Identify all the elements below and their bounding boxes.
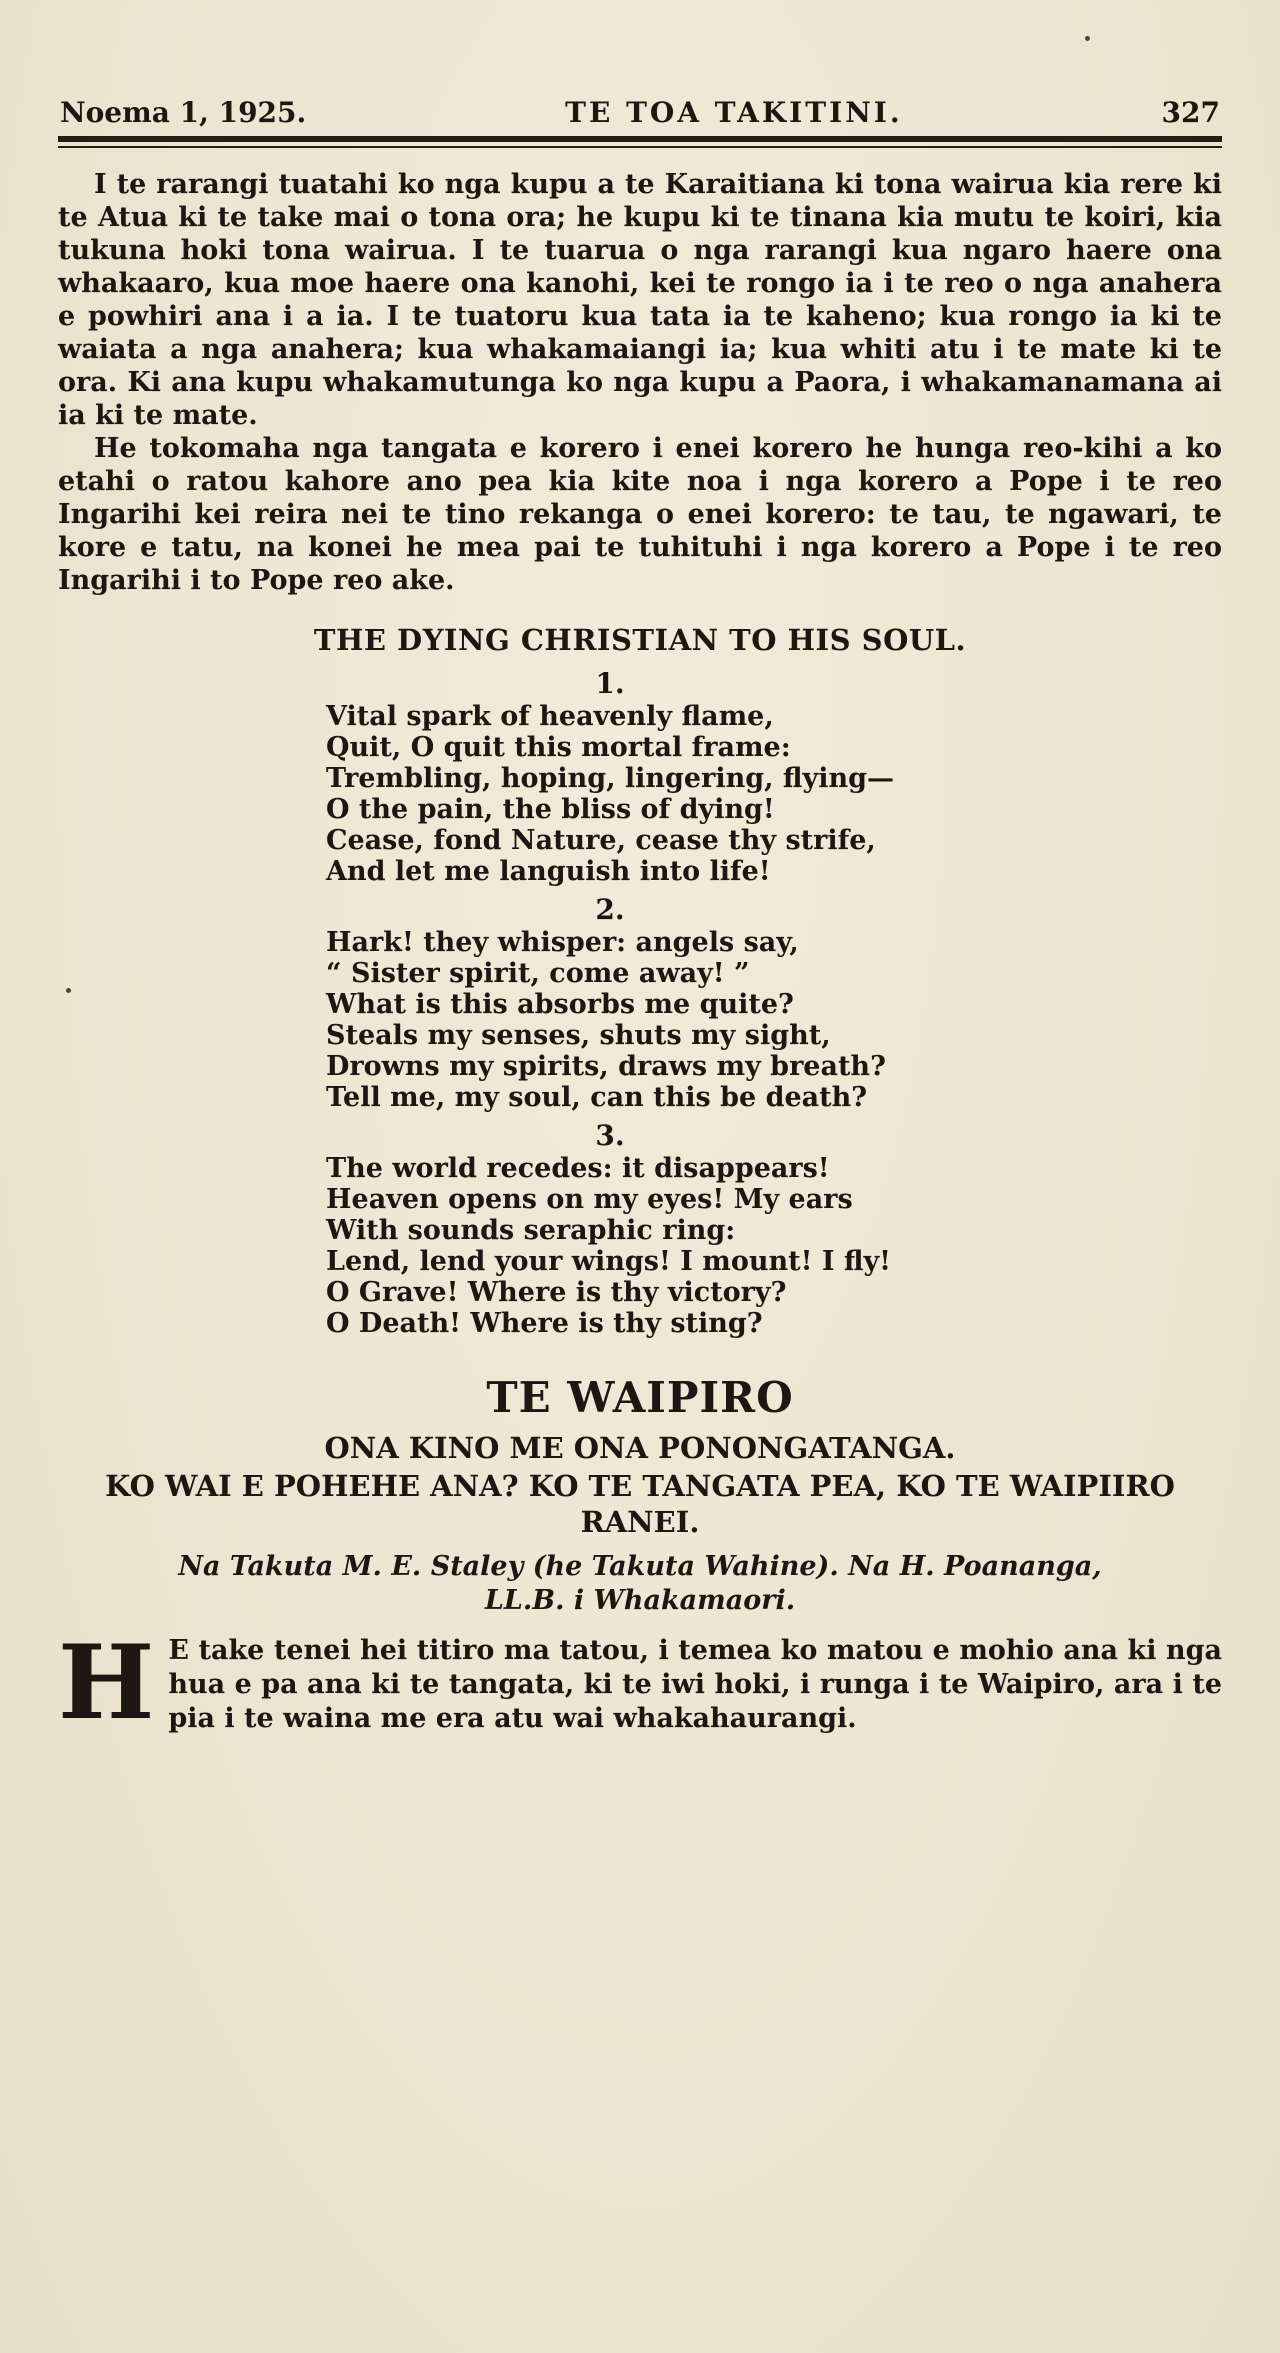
poem-stanza-1 (326, 667, 894, 887)
article-opening-paragraph (58, 1623, 1222, 1743)
paragraph-tokomaha: He tokomaha nga tangata e korero i enei korero he hunga reo-kihi a ko etahi o ratou kahore ano pea kia kite noa i nga korero a Pope i te reo Ingarihi kei reira nei te tino rekanga o enei korero: te tau, te ngawari, te kore e tatu, na konei he mea pai te tuhituhi i nga korero a Pope i te reo Ingarihi i to Pope reo ake. (58, 433, 1222, 596)
poem-line: Tell me, my soul, can this be death? (326, 1082, 868, 1113)
scan-speck (1085, 36, 1090, 41)
poem-line: The world recedes: it disappears! (326, 1153, 830, 1184)
scan-speck (66, 988, 71, 993)
page-header (58, 96, 1222, 129)
article-title: TE WAIPIRO (486, 1373, 794, 1422)
article-opening-text: E take tenei hei titiro ma tatou, i temea ko matou e mohio ana ki nga hua e pa ana ki te tangata, ki te iwi hoki, i runga i te Waipiro, ara i te pia i te waina me era atu wai whakahaurangi. (168, 1635, 1222, 1734)
article-byline: Na Takuta M. E. Staley (he Takuta Wahine). Na H. Poananga, LL.B. i Whakamaori. (178, 1551, 1102, 1616)
poem-title: THE DYING CHRISTIAN TO HIS SOUL. (313, 623, 967, 657)
article-subtitle-1: ONA KINO ME ONA PONONGATANGA. (324, 1431, 956, 1465)
poem-line: With sounds seraphic ring: (326, 1215, 736, 1246)
poem-line: Trembling, hoping, lingering, flying— (326, 763, 894, 794)
poem (326, 667, 894, 1339)
header-page-number: 327 (1161, 96, 1220, 129)
poem-line: Quit, O quit this mortal frame: (326, 732, 791, 763)
poem-line: “ Sister spirit, come away! ” (326, 958, 750, 989)
poem-line: And let me languish into life! (326, 856, 771, 887)
poem-line: O Death! Where is thy sting? (326, 1308, 763, 1339)
poem-line: Drowns my spirits, draws my breath? (326, 1051, 886, 1082)
header-date: Noema 1, 1925. (60, 96, 307, 129)
poem-line: O Grave! Where is thy victory? (326, 1277, 787, 1308)
poem-stanza-3 (326, 1119, 894, 1339)
poem-stanza-2 (326, 893, 894, 1113)
stanza-number: 2. (595, 893, 625, 926)
poem-line: Heaven opens on my eyes! My ears (326, 1184, 853, 1215)
paragraph-karaitiana: I te rarangi tuatahi ko nga kupu a te Karaitiana ki tona wairua kia rere ki te Atua ki te take mai o tona ora; he kupu ki te tinana kia mutu te koiri, kia tukuna hoki tona wairua. I te tuarua o nga rarangi kua ngaro haere ona whakaaro, kua moe haere ona kanohi, kei te rongo ia i te reo o nga anahera e powhiri ana i a ia. I te tuatoru kua tata ia te kaheno; kua rongo ia ki te waiata a nga anahera; kua whakamaiangi ia; kua whiti atu i te mate ki te ora. Ki ana kupu whakamutunga ko nga kupu a Paora, i whakamanamana ai ia ki te mate. (58, 169, 1222, 431)
header-rule (58, 136, 1222, 148)
poem-line: Steals my senses, shuts my sight, (326, 1020, 831, 1051)
poem-line: O the pain, the bliss of dying! (326, 794, 775, 825)
poem-line: Lend, lend your wings! I mount! I fly! (326, 1246, 892, 1277)
poem-line: Cease, fond Nature, cease thy strife, (326, 825, 876, 856)
article-subtitle-2: KO WAI E POHEHE ANA? KO TE TANGATA PEA, KO TE WAIPIIRO RANEI. (105, 1469, 1175, 1539)
dropcap-letter: H (58, 1623, 155, 1743)
poem-line: Hark! they whisper: angels say, (326, 927, 799, 958)
masthead-title: TE TOA TAKITINI. (565, 96, 903, 129)
stanza-number: 1. (595, 667, 625, 700)
poem-line: Vital spark of heavenly flame, (326, 701, 774, 732)
poem-line: What is this absorbs me quite? (326, 989, 794, 1020)
stanza-number: 3. (595, 1119, 625, 1152)
